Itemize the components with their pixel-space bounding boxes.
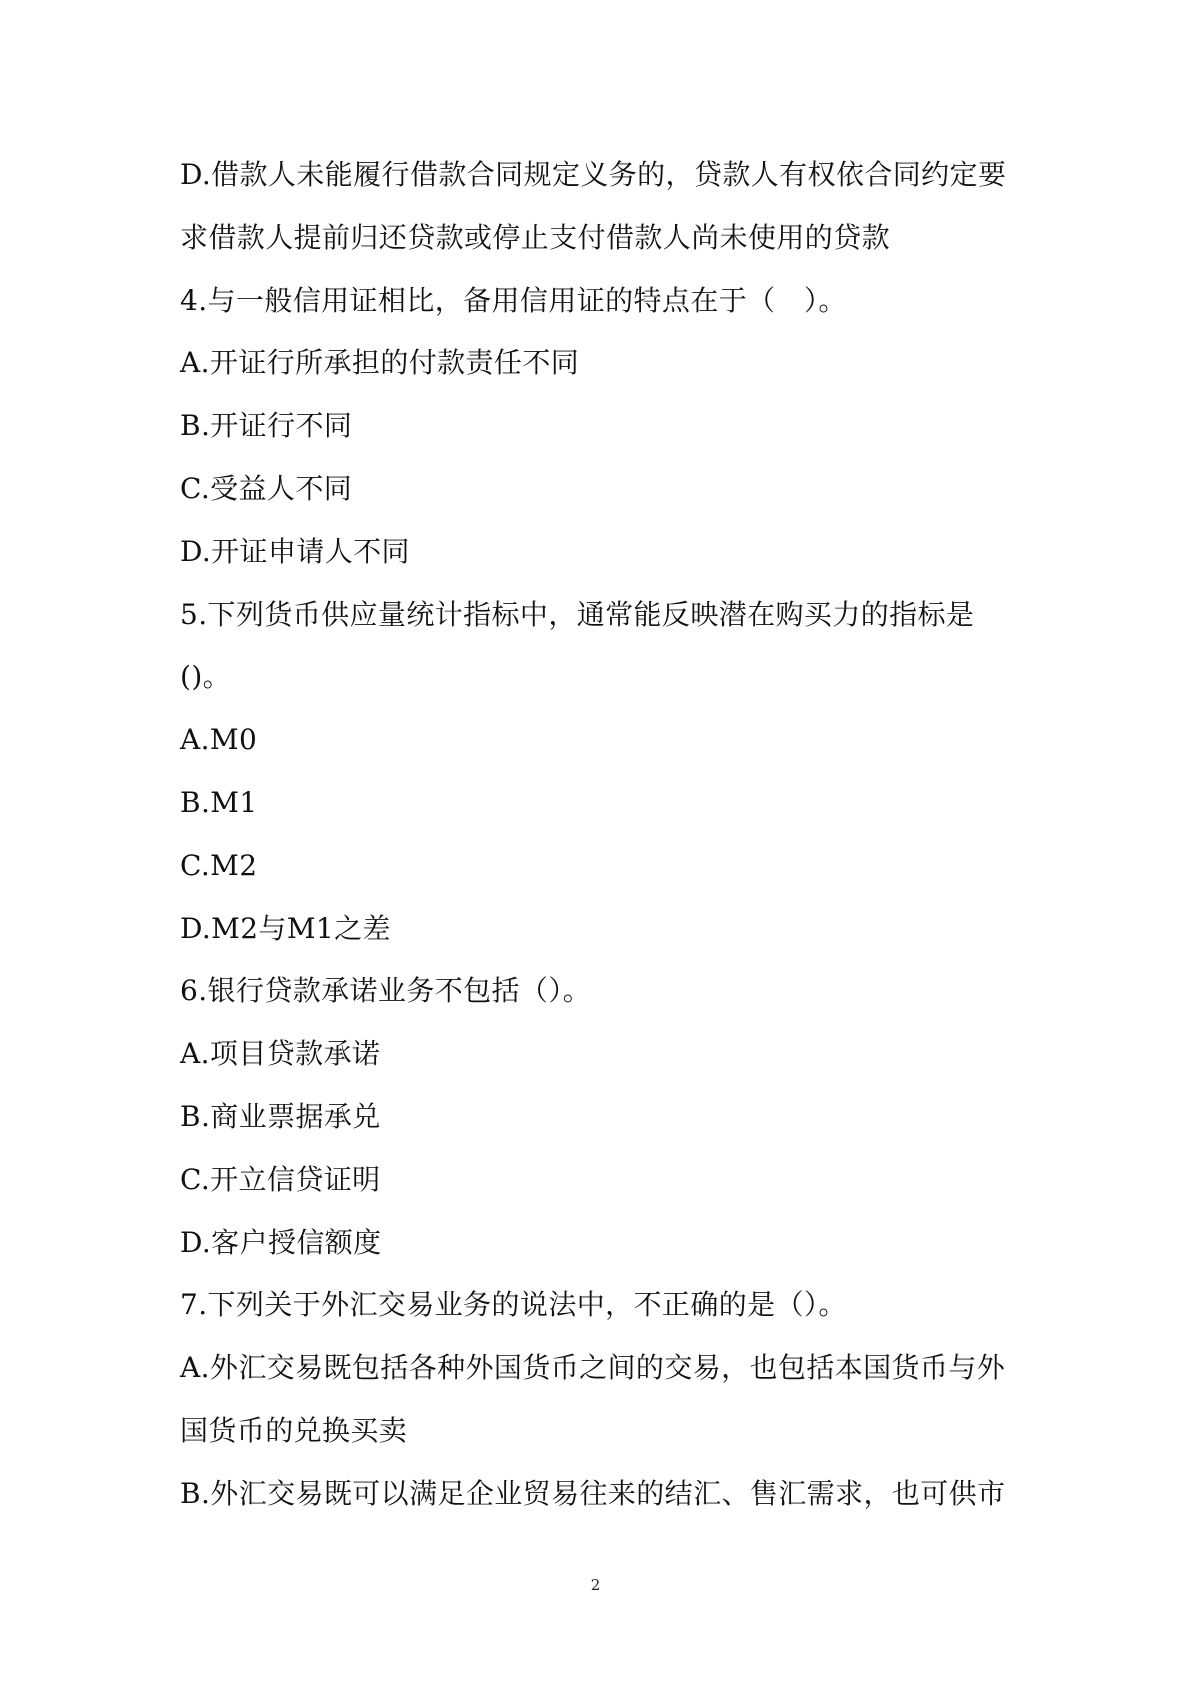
option-a: A.M0: [180, 723, 258, 757]
question-6: 6.银行贷款承诺业务不包括（）。: [180, 974, 592, 1008]
text-line: ()。: [180, 660, 232, 694]
option-c: C.M2: [180, 848, 258, 882]
text-line: D.借款人未能履行借款合同规定义务的，贷款人有权依合同约定要: [180, 158, 1007, 191]
option-d: D.客户授信额度: [180, 1225, 382, 1259]
option-a: A.外汇交易既包括各种外国货币之间的交易，也包括本国货币与外: [180, 1351, 1006, 1385]
option-c: C.受益人不同: [180, 471, 353, 505]
option-d: D.M2与M1之差: [180, 911, 391, 945]
option-b: B.M1: [180, 785, 258, 819]
option-b: B.开证行不同: [180, 409, 353, 443]
option-b: B.外汇交易既可以满足企业贸易往来的结汇、售汇需求，也可供市: [180, 1476, 1006, 1510]
option-c: C.开立信贷证明: [180, 1162, 381, 1196]
question-7: 7.下列关于外汇交易业务的说法中，不正确的是（）。: [180, 1288, 847, 1322]
option-a: A.项目贷款承诺: [180, 1037, 381, 1071]
text-line: 求借款人提前归还贷款或停止支付借款人尚未使用的贷款: [180, 220, 891, 254]
text-line: 国货币的兑换买卖: [180, 1413, 408, 1447]
option-a: A.开证行所承担的付款责任不同: [180, 346, 580, 380]
option-b: B.商业票据承兑: [180, 1099, 381, 1133]
page-number: 2: [590, 1576, 601, 1594]
question-4: 4.与一般信用证相比，备用信用证的特点在于（ ）。: [180, 283, 847, 317]
question-5: 5.下列货币供应量统计指标中，通常能反映潜在购买力的指标是: [180, 597, 975, 631]
page-content: [180, 144, 1012, 1526]
option-d: D.开证申请人不同: [180, 534, 410, 568]
